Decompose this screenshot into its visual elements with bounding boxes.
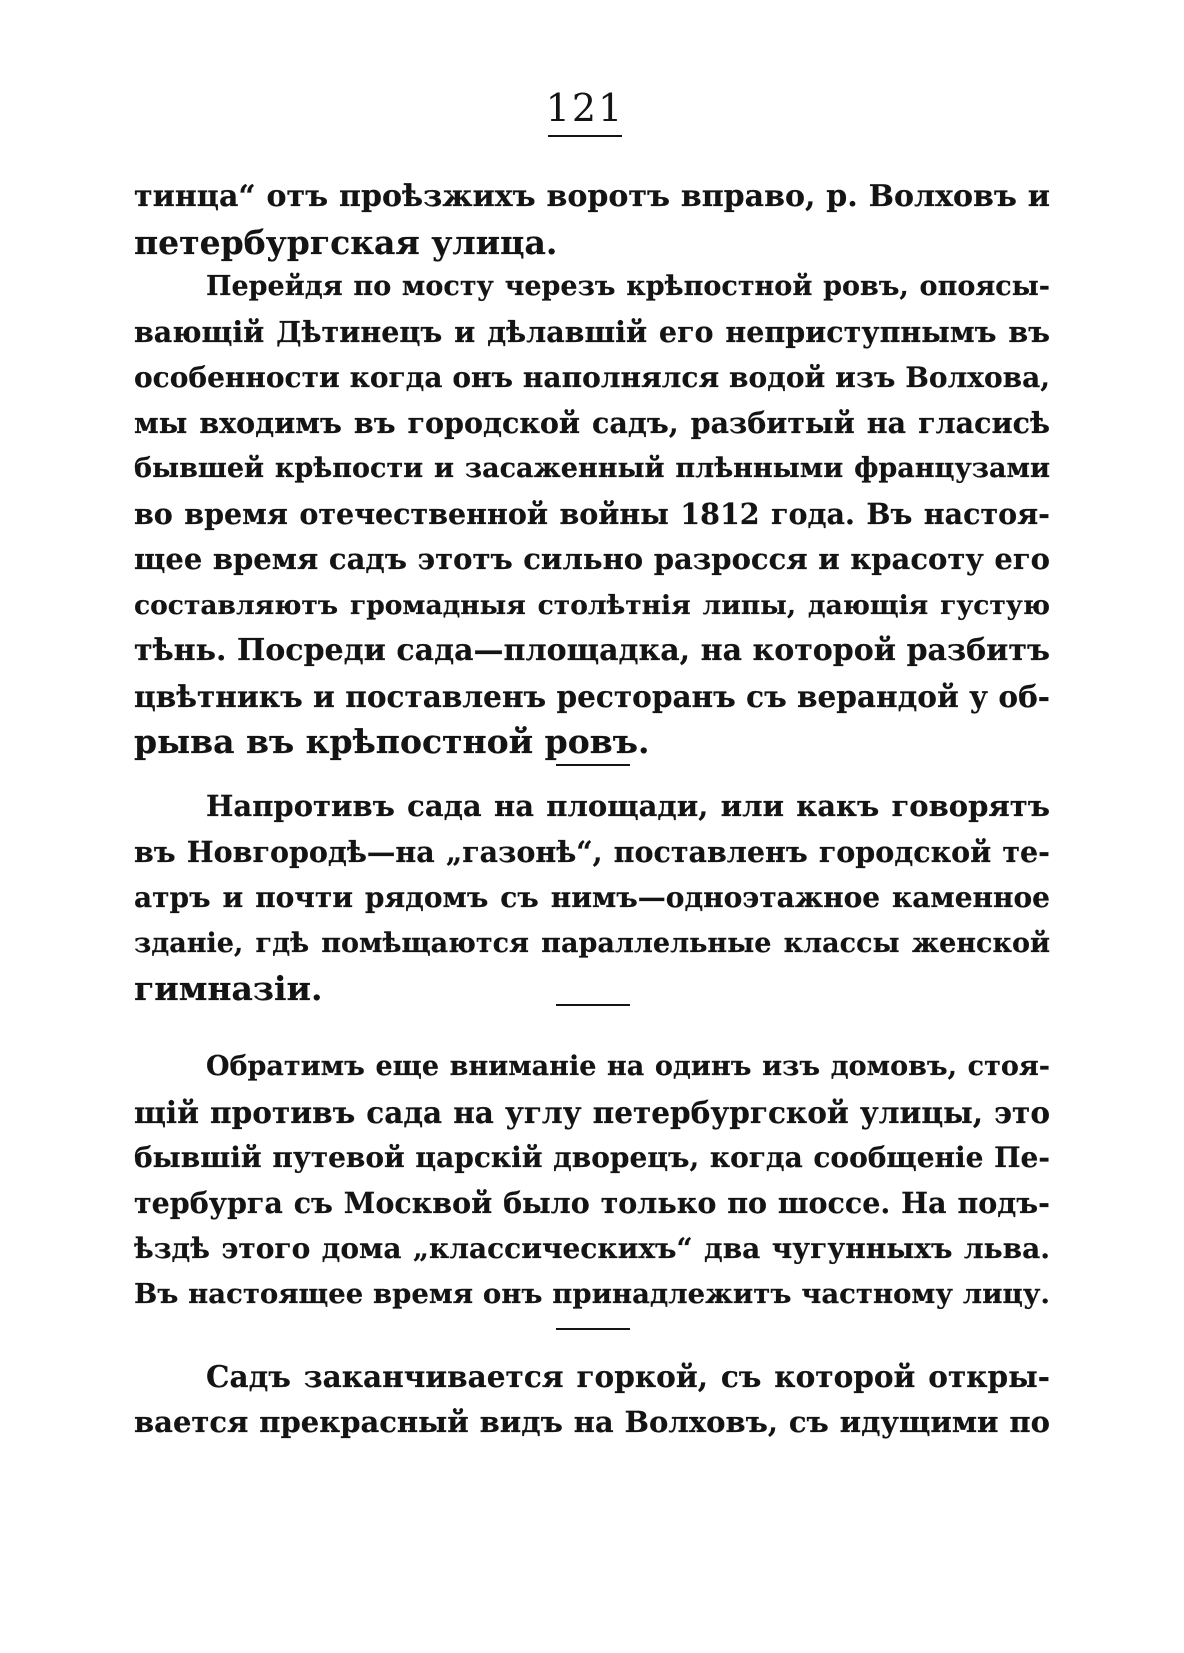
paragraph-palace (134, 1044, 1050, 1317)
paragraph-continuation (134, 174, 1050, 265)
text-line: ѣздѣ этого дома „классическихъ“ два чугунныхъ льва. (134, 1232, 1050, 1265)
text-line: Садъ заканчивается горкой, съ которой откры- (206, 1359, 1050, 1394)
text-line: тинца“ отъ проѣзжихъ воротъ вправо, р. Волховъ и (134, 179, 1050, 214)
text-line: вается прекрасный видъ на Волховъ, съ идущими по (134, 1404, 1050, 1439)
text-line: Перейдя по мосту черезъ крѣпостной ровъ, опоясы- (206, 271, 1050, 302)
text-line: зданіе, гдѣ помѣщаются параллельные классы женской (134, 927, 1050, 959)
text-line: цвѣтникъ и поставленъ ресторанъ съ верандой у об- (134, 678, 1050, 714)
text-line: мы входимъ въ городской садъ, разбитый на гласисѣ (134, 405, 1050, 440)
page-number-underline (548, 135, 622, 137)
paragraph-garden (134, 264, 1050, 765)
text-line: атръ и почти рядомъ съ нимъ—одноэтажное каменное (134, 881, 1050, 914)
text-line: бывшій путевой царскій дворецъ, когда сообщеніе Пе- (134, 1141, 1050, 1174)
text-line: въ Новгородѣ—на „газонѣ“, поставленъ городской те- (134, 834, 1050, 869)
section-separator (556, 1328, 630, 1330)
page-number: 121 (545, 86, 625, 130)
text-line: Напротивъ сада на площади, или какъ говорятъ (206, 789, 1050, 823)
paragraph-hill (134, 1354, 1050, 1445)
paragraph-theatre (134, 784, 1050, 1012)
section-separator (556, 764, 630, 766)
text-line: во время отечественной войны 1812 года. Въ настоя- (134, 496, 1050, 531)
text-line: гимназіи. (134, 969, 323, 1008)
text-line: вающій Дѣтинецъ и дѣлавшій его неприступнымъ въ (134, 314, 1050, 349)
text-line: тѣнь. Посреди сада—площадка, на которой разбитъ (134, 633, 1050, 668)
text-line: тербурга съ Москвой было только по шоссе. На подъ- (134, 1185, 1050, 1220)
section-separator (556, 1004, 630, 1006)
text-line: щій противъ сада на углу петербургской улицы, это (134, 1094, 1050, 1130)
text-line: Обратимъ еще вниманіе на одинъ изъ домовъ, стоя- (206, 1051, 1050, 1082)
text-line: Въ настоящее время онъ принадлежитъ частному лицу. (134, 1277, 1050, 1310)
text-line: щее время садъ этотъ сильно разросся и красоту его (134, 542, 1050, 576)
text-line: петербургская улица. (134, 222, 558, 262)
text-line: особенности когда онъ наполнялся водой изъ Волхова, (134, 361, 1050, 394)
text-line: составляютъ громадныя столѣтнія липы, дающія густую (134, 589, 1050, 621)
text-line: рыва въ крѣпостной ровъ. (134, 722, 650, 761)
text-line: бывшей крѣпости и засаженный плѣнными французами (134, 453, 1050, 484)
